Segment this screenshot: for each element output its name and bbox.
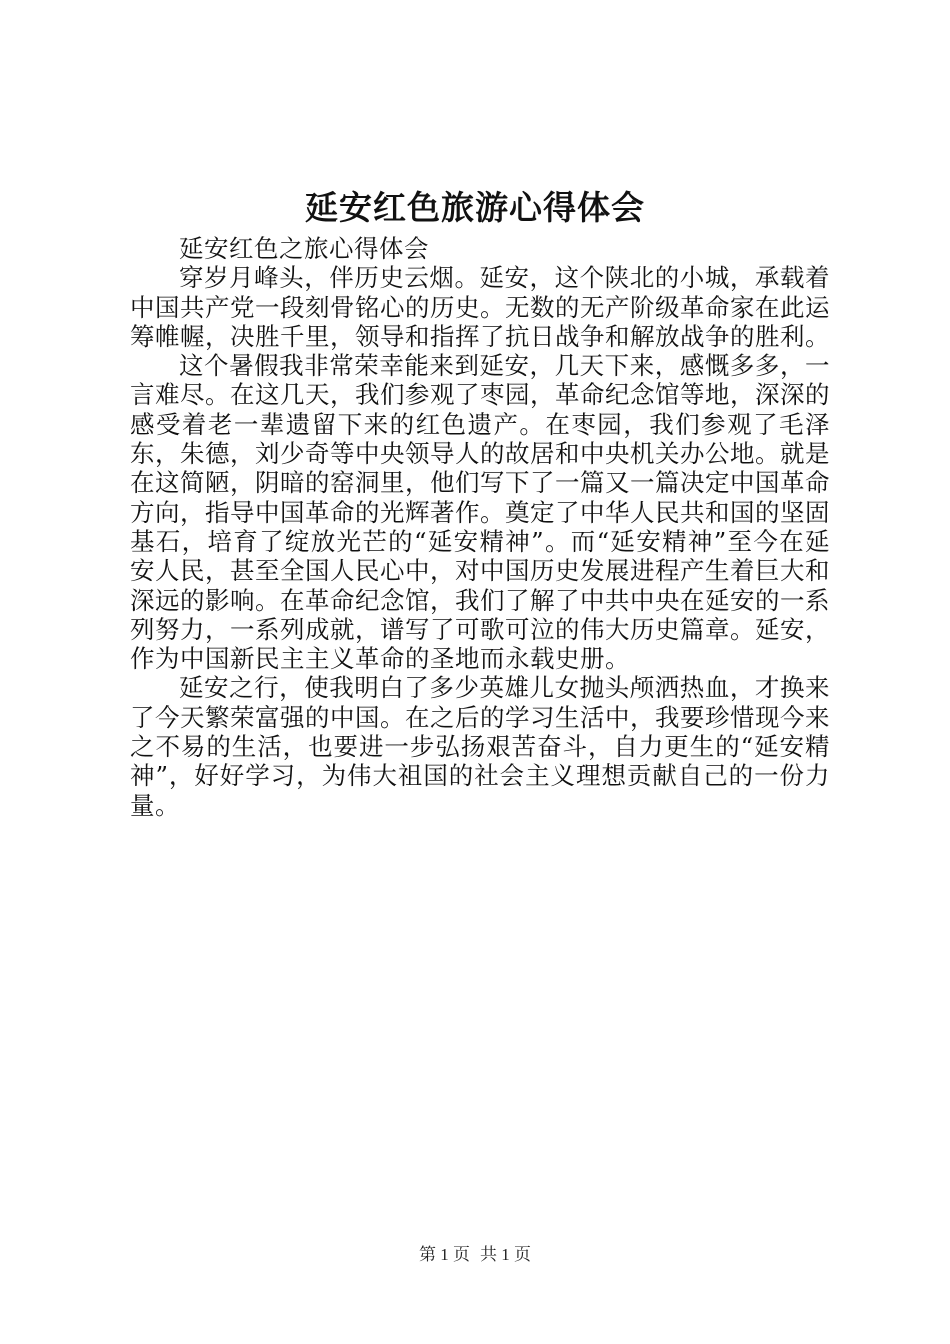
- page-total: 共 1 页: [480, 1245, 531, 1264]
- document-title: 延安红色旅游心得体会: [305, 188, 645, 227]
- document-body: [130, 234, 830, 820]
- paragraph-subtitle: 延安红色之旅心得体会: [179, 234, 429, 263]
- page-footer: [0, 1244, 950, 1266]
- paragraph-visit: 这个暑假我非常荣幸能来到延安，几天下来，感慨多多，一言难尽。在这几天，我们参观了枣园，革命纪念馆等地，深深的感受着老一辈遗留下来的红色遗产。在枣园，我们参观了毛泽东，朱德，刘少奇等中央领导人的故居和中央机关办公地。就是在这简陋，阴暗的窑洞里，他们写下了一篇又一篇决定中国革命方向，指导中国革命的光辉著作。奠定了中华人民共和国的坚固基石，培育了绽放光芒的“延安精神”。而“延安精神”至今在延安人民，甚至全国人民心中，对中国历史发展进程产生着巨大和深远的影响。在革命纪念馆，我们了解了中共中央在延安的一系列努力，一系列成就，谱写了可歌可泣的伟大历史篇章。延安，作为中国新民主主义革命的圣地而永载史册。: [130, 351, 830, 674]
- page-number: 第 1 页: [419, 1245, 470, 1264]
- paragraph-intro: 穿岁月峰头，伴历史云烟。延安，这个陕北的小城，承载着中国共产党一段刻骨铭心的历史。无数的无产阶级革命家在此运筹帷幄，决胜千里，领导和指挥了抗日战争和解放战争的胜利。: [130, 263, 830, 351]
- paragraph-conclusion: 延安之行，使我明白了多少英雄儿女抛头颅洒热血，才换来了今天繁荣富强的中国。在之后的学习生活中，我要珍惜现今来之不易的生活，也要进一步弘扬艰苦奋斗，自力更生的“延安精神”，好好学习，为伟大祖国的社会主义理想贡献自己的一份力量。: [130, 673, 830, 820]
